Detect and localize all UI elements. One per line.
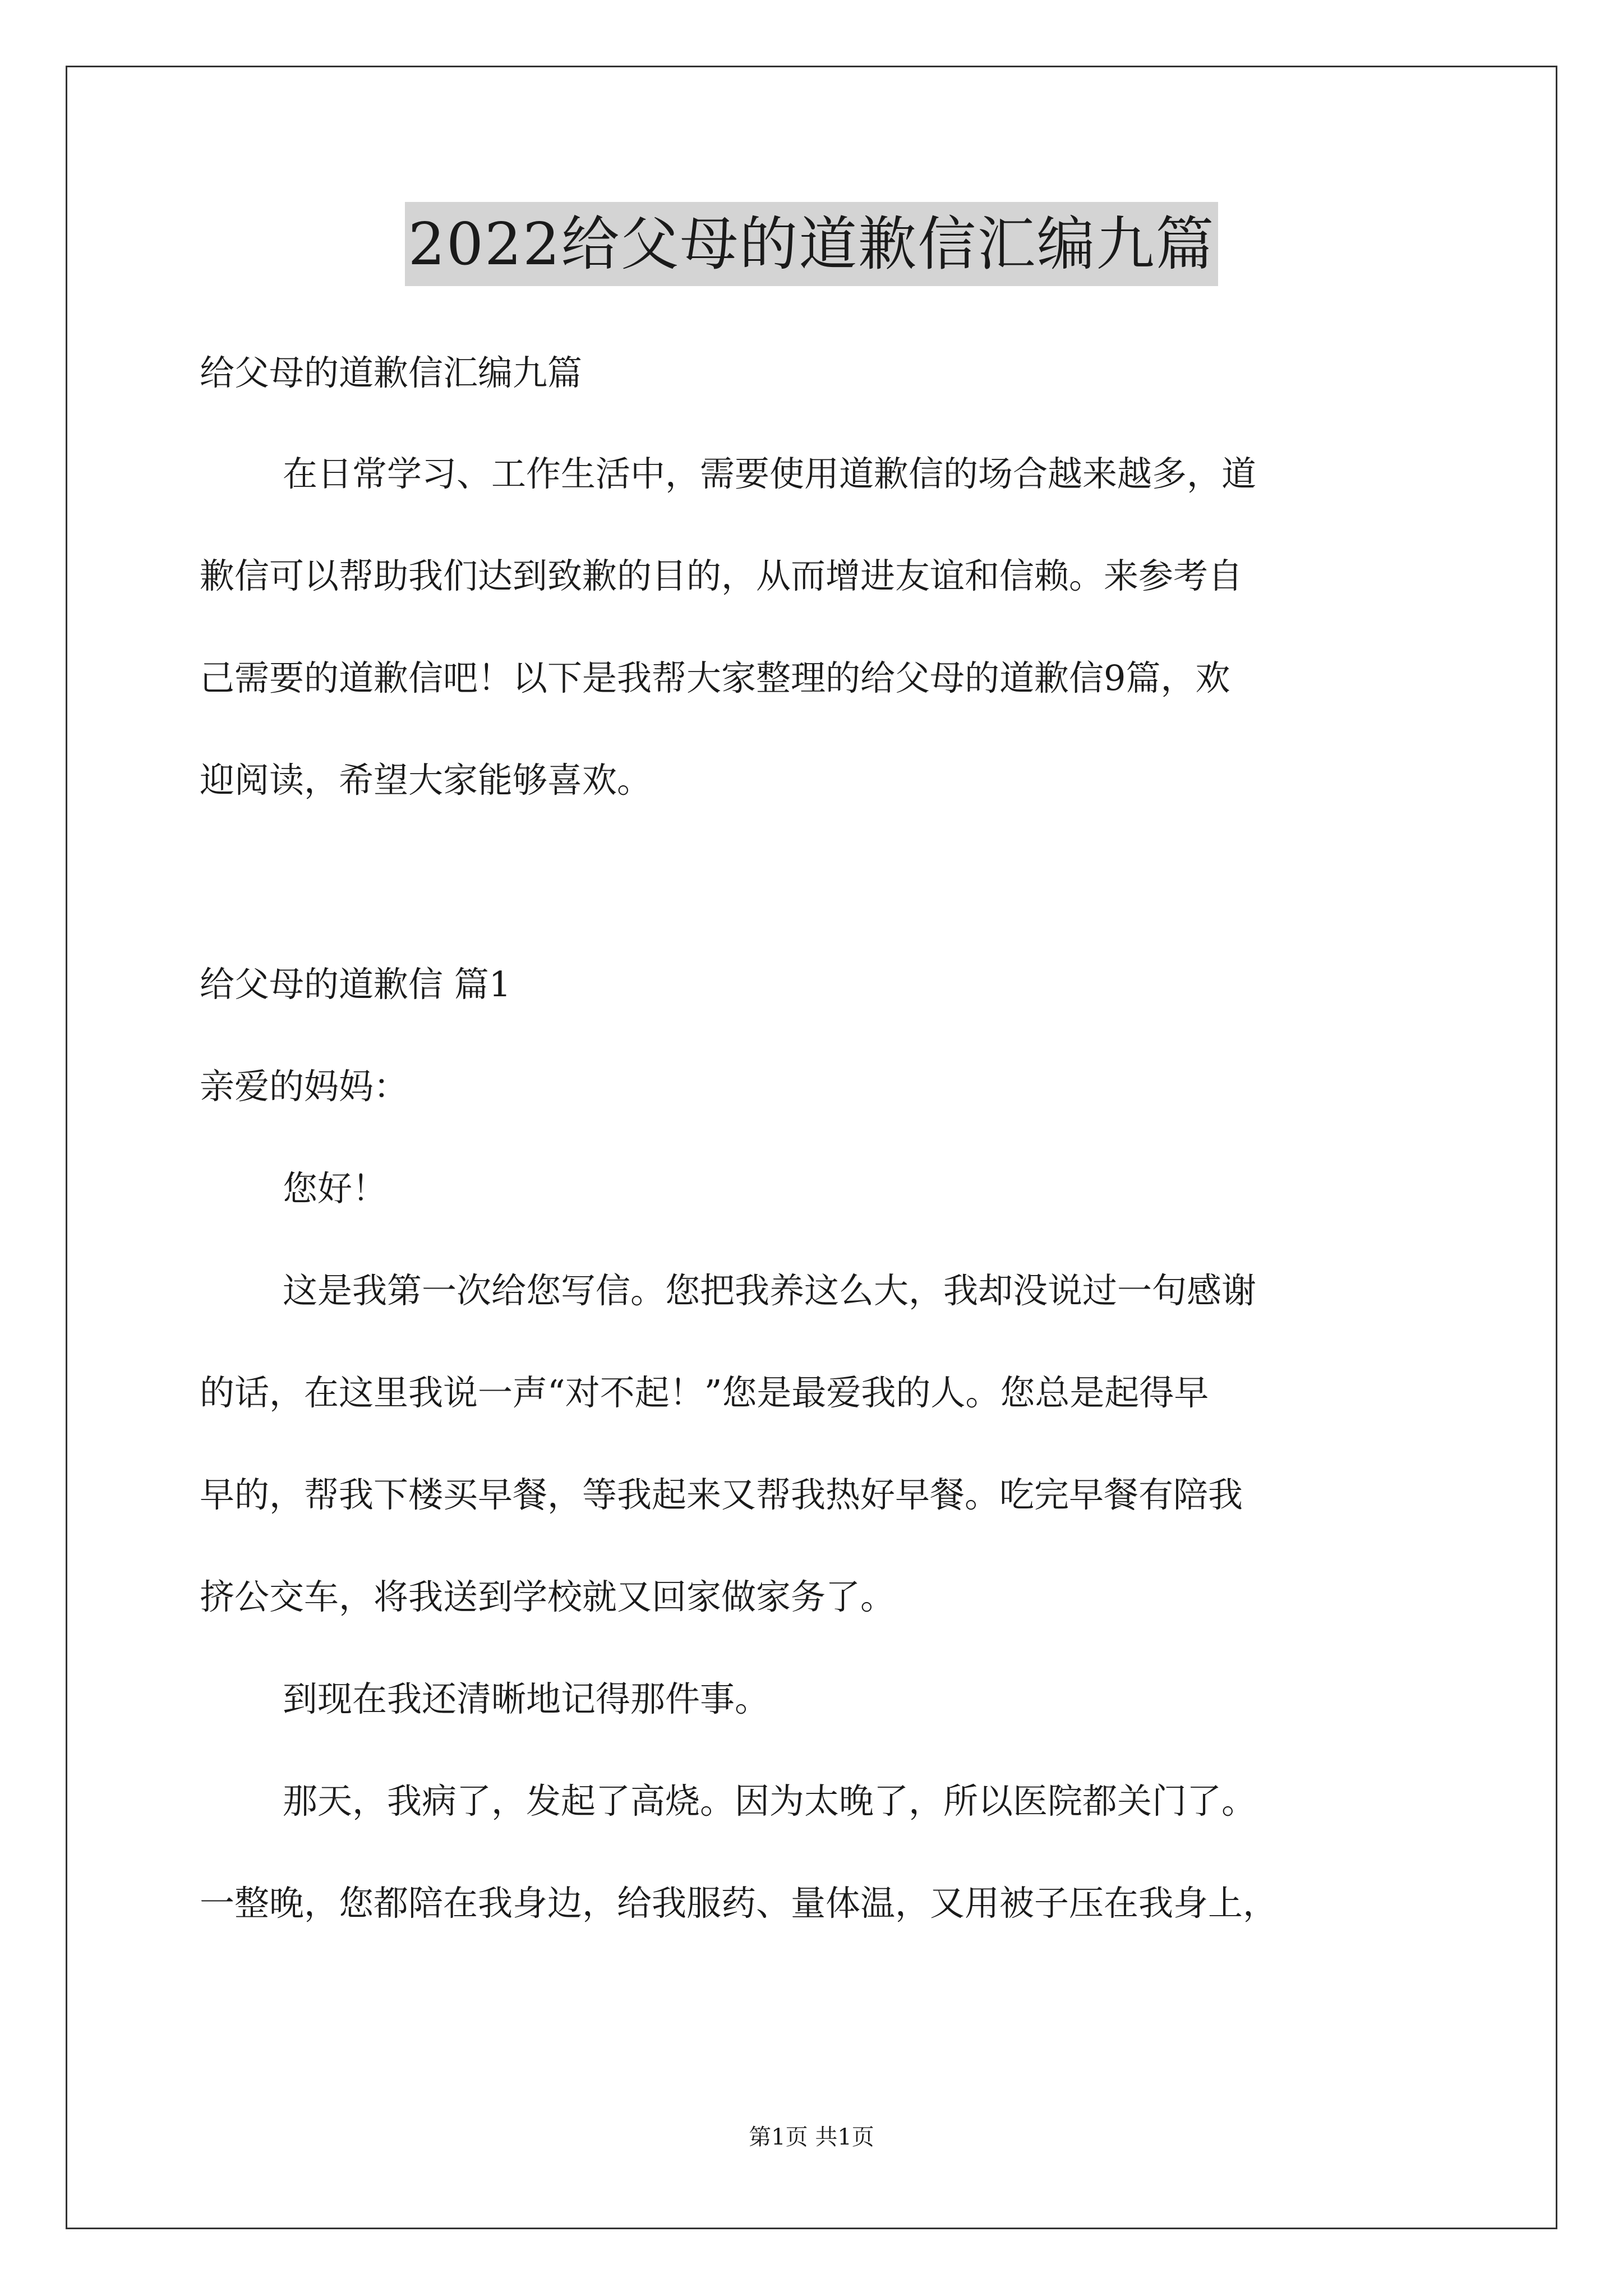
page-footer: 第1页 共1页 xyxy=(749,2124,874,2150)
intro-line-3: 己需要的道歉信吧！以下是我帮大家整理的给父母的道歉信9篇，欢 xyxy=(200,657,1230,698)
para3-line-2: 一整晚，您都陪在我身边，给我服药、量体温，又用被子压在我身上， xyxy=(200,1883,1278,1924)
document-title: 2022给父母的道歉信汇编九篇 xyxy=(405,202,1219,286)
document-subtitle: 给父母的道歉信汇编九篇 xyxy=(200,352,583,393)
section-heading: 给父母的道歉信 篇1 xyxy=(200,964,511,1005)
greeting: 您好！ xyxy=(283,1168,388,1209)
para1-line-2: 的话，在这里我说一声“对不起！”您是最爱我的人。您总是起得早 xyxy=(200,1372,1209,1413)
intro-line-2: 歉信可以帮助我们达到致歉的目的，从而增进友谊和信赖。来参考自 xyxy=(200,555,1243,596)
intro-line-4: 迎阅读，希望大家能够喜欢。 xyxy=(200,760,652,800)
salutation: 亲爱的妈妈： xyxy=(200,1066,409,1107)
para1-line-4: 挤公交车，将我送到学校就又回家做家务了。 xyxy=(200,1576,896,1617)
para1-line-1: 这是我第一次给您写信。您把我养这么大，我却没说过一句感谢 xyxy=(283,1270,1257,1311)
para3-line-1: 那天，我病了，发起了高烧。因为太晚了，所以医院都关门了。 xyxy=(283,1780,1257,1821)
title-container xyxy=(0,202,1623,286)
para2-line-1: 到现在我还清晰地记得那件事。 xyxy=(283,1678,770,1719)
para1-line-3: 早的，帮我下楼买早餐，等我起来又帮我热好早餐。吃完早餐有陪我 xyxy=(200,1474,1243,1515)
intro-line-1: 在日常学习、工作生活中，需要使用道歉信的场合越来越多，道 xyxy=(283,453,1257,494)
